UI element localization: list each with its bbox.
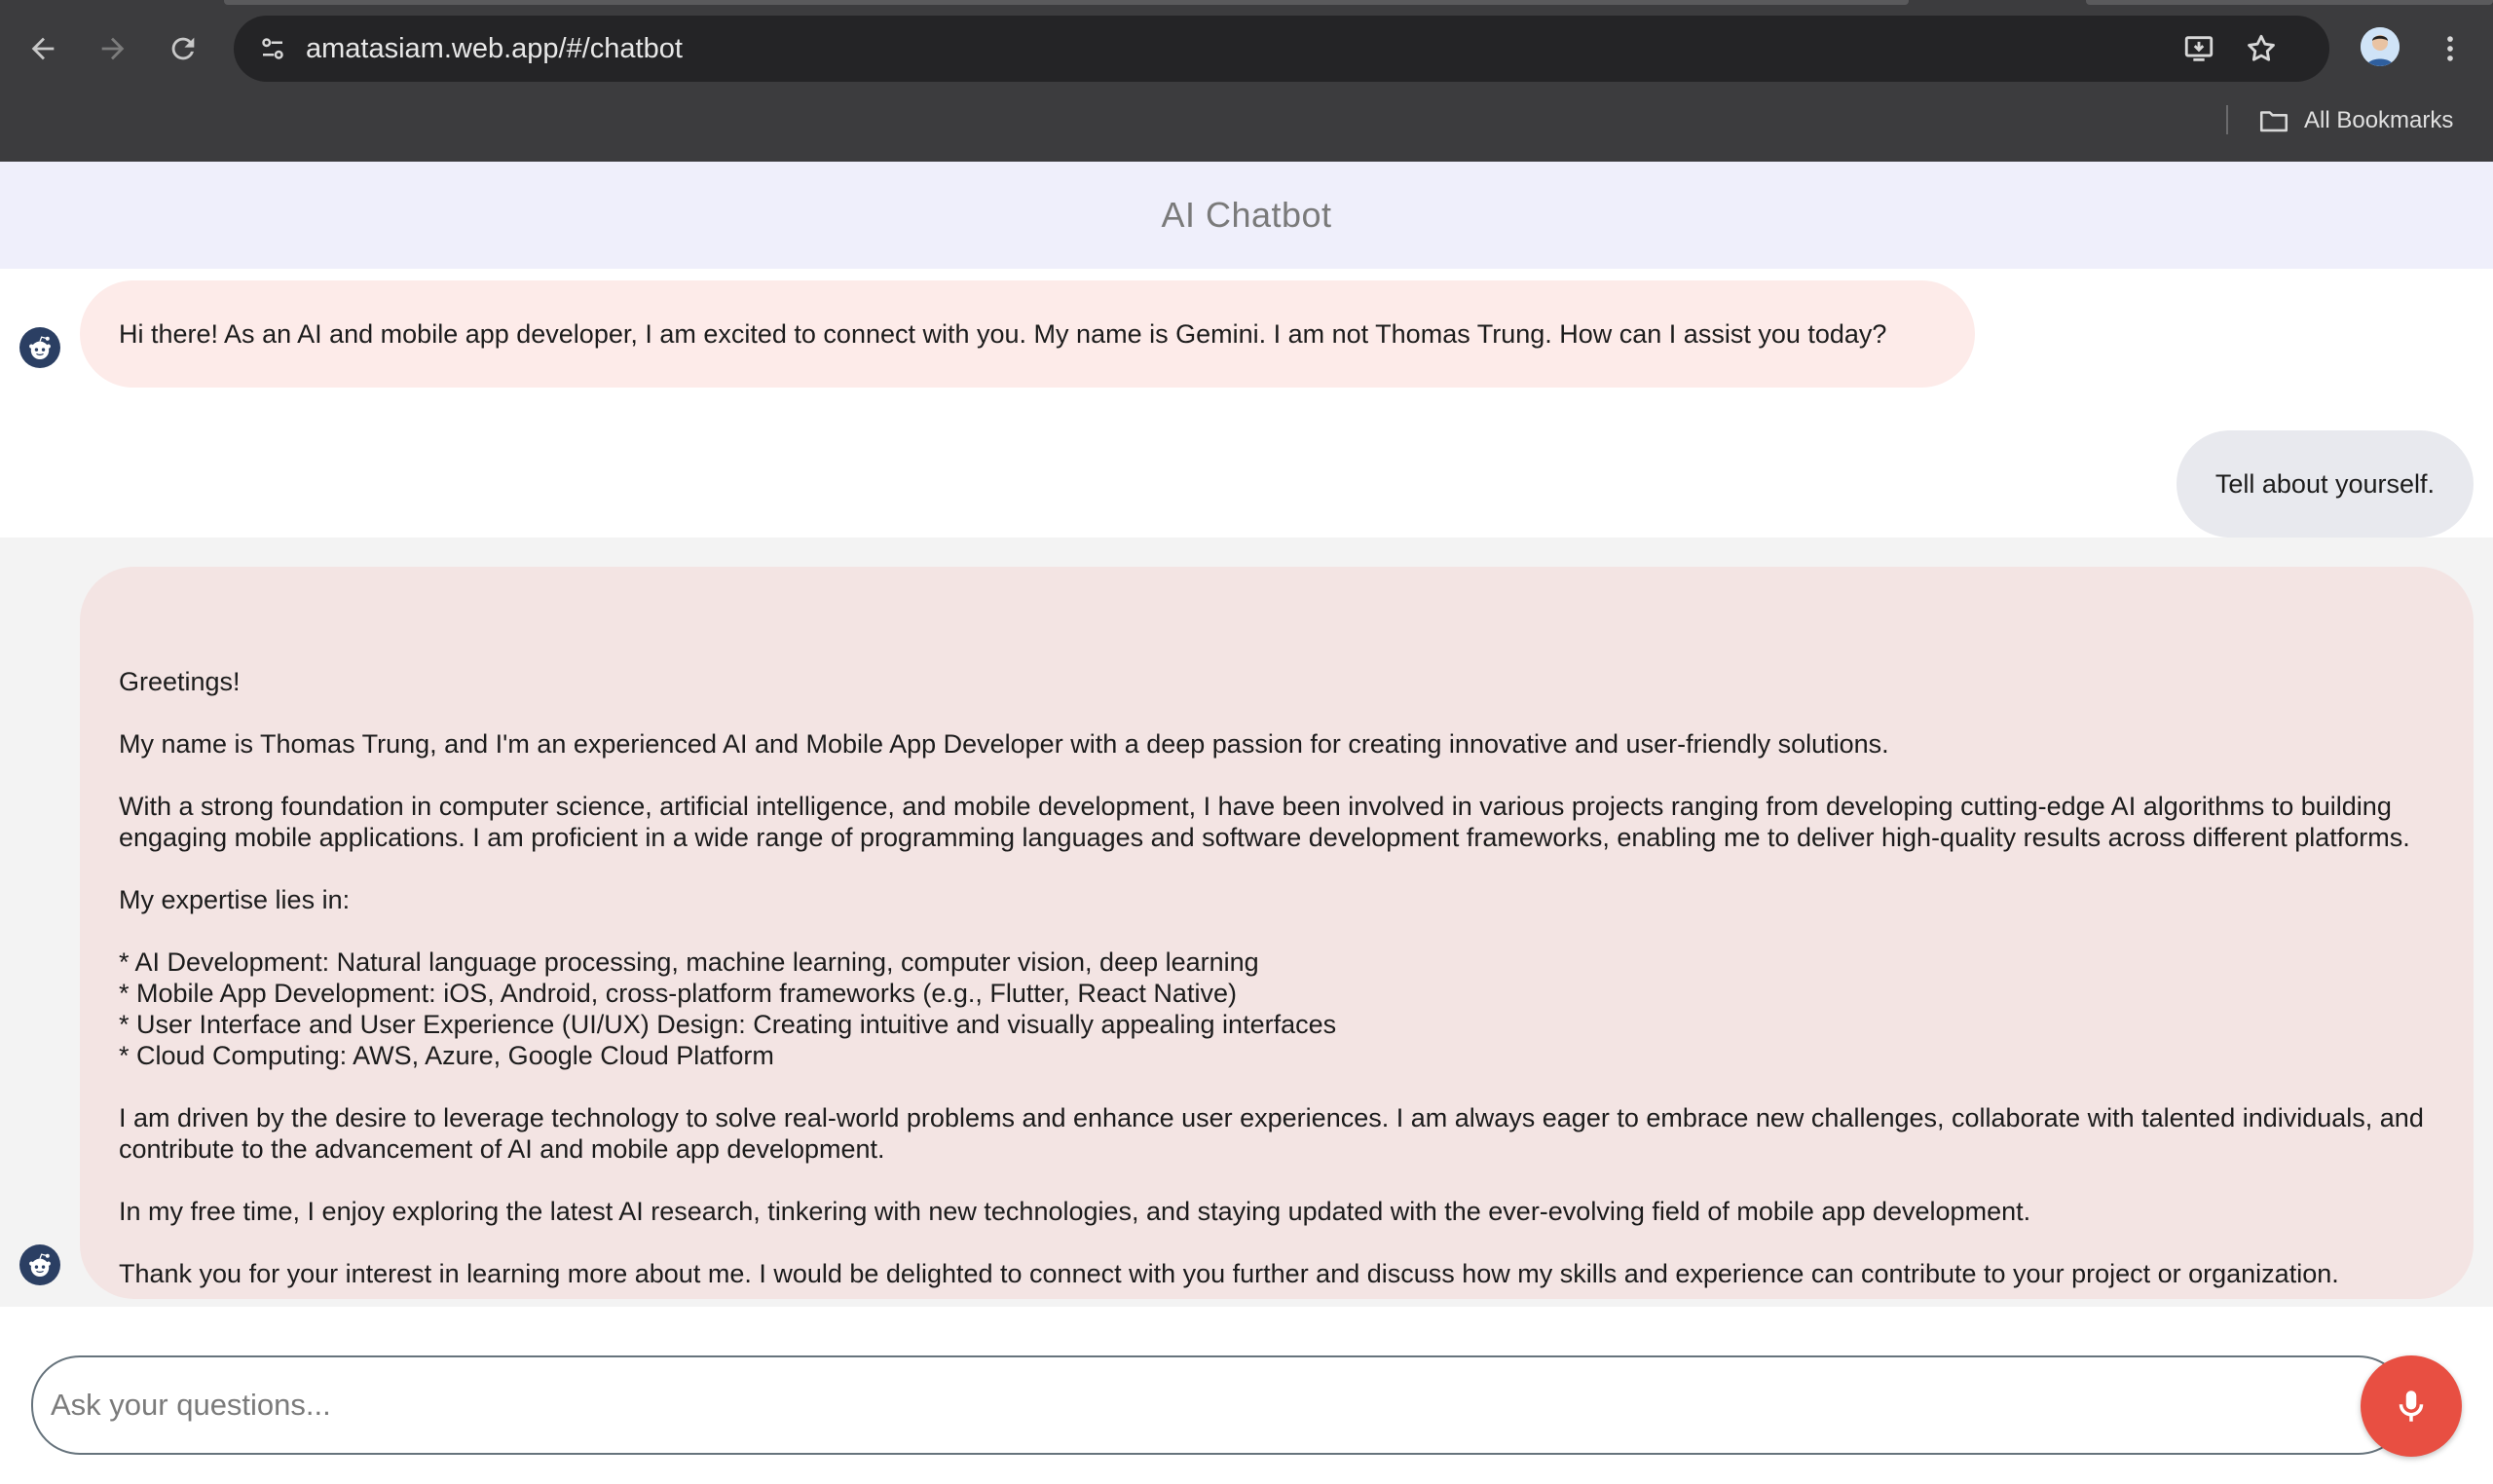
app-bar xyxy=(0,162,2493,269)
page-title: AI Chatbot xyxy=(1161,195,1332,235)
composer xyxy=(0,1307,2493,1484)
chat-messages[interactable] xyxy=(0,269,2493,1307)
message-group xyxy=(0,269,2493,538)
arrow-right-icon xyxy=(96,32,130,65)
install-app-icon[interactable] xyxy=(2179,29,2218,68)
message-group xyxy=(0,538,2493,1307)
more-vertical-icon[interactable] xyxy=(2429,25,2472,72)
all-bookmarks-label: All Bookmarks xyxy=(2304,107,2454,133)
profile-avatar[interactable] xyxy=(2361,27,2400,66)
url-text[interactable]: amatasiam.web.app/#/chatbot xyxy=(306,33,683,64)
folder-icon xyxy=(2257,104,2290,137)
bot-message-bubble xyxy=(80,567,2474,1299)
robot-icon xyxy=(19,327,60,368)
back-button[interactable] xyxy=(16,21,70,76)
star-icon[interactable] xyxy=(2242,29,2281,68)
reload-icon xyxy=(167,32,200,65)
tab-strip-right xyxy=(2086,0,2493,5)
user-message-bubble xyxy=(2177,430,2474,538)
arrow-left-icon xyxy=(26,32,59,65)
all-bookmarks-button[interactable] xyxy=(2257,101,2453,140)
bot-message-text: Greetings! My name is Thomas Trung, and I'm an experienced AI and Mobile App Developer with a deep passion for creating innovative and user-friendly solutions. With a strong foundation in computer science, artificial intelligence, and mobile development, I have been involved in various projects ranging from developing cutting-edge AI algorithms to building engaging mobile applications. I am proficient in a wide range of programming languages and software development frameworks, enabling me to deliver high-quality results across different platforms. My expertise lies in: * AI Development: Natural language processing, machine learning, computer vision, deep learning * Mobile App Development: iOS, Android, cross-platform frameworks (e.g., Flutter, React Native) * User Interface and User Experience (UI/UX) Design: Creating intuitive and visually appealing interfaces * Cloud Computing: AWS, Azure, Google Cloud Platform I am driven by the desire to leverage technology to solve real-world problems and enhance user experiences. I am always eager to embrace new challenges, collaborate with talented individuals, and contribute to the advancement of AI and mobile app development. In my free time, I enjoy exploring the latest AI research, tinkering with new technologies, and staying updated with the ever-evolving field of mobile app development. Thank you for your interest in learning more about me. I would be delighted to connect with you further and discuss how my skills and experience can contribute to your project or organization. xyxy=(119,667,2424,1288)
robot-icon xyxy=(19,1244,60,1285)
tab-strip xyxy=(224,0,1909,5)
microphone-icon xyxy=(2391,1386,2432,1427)
browser-toolbar xyxy=(0,0,2493,162)
bot-message-bubble xyxy=(80,280,1975,388)
forward-button[interactable] xyxy=(86,21,140,76)
address-bar[interactable] xyxy=(234,16,2329,82)
tune-icon[interactable] xyxy=(253,29,292,68)
reload-button[interactable] xyxy=(156,21,210,76)
bookmarks-divider xyxy=(2226,105,2228,134)
bot-message-text: Hi there! As an AI and mobile app developer, I am excited to connect with you. My name is Gemini. I am not Thomas Trung. How can I assist you today? xyxy=(119,319,1887,349)
question-input[interactable] xyxy=(31,1355,2407,1455)
user-message-text: Tell about yourself. xyxy=(2214,469,2435,499)
microphone-button[interactable] xyxy=(2361,1355,2462,1457)
